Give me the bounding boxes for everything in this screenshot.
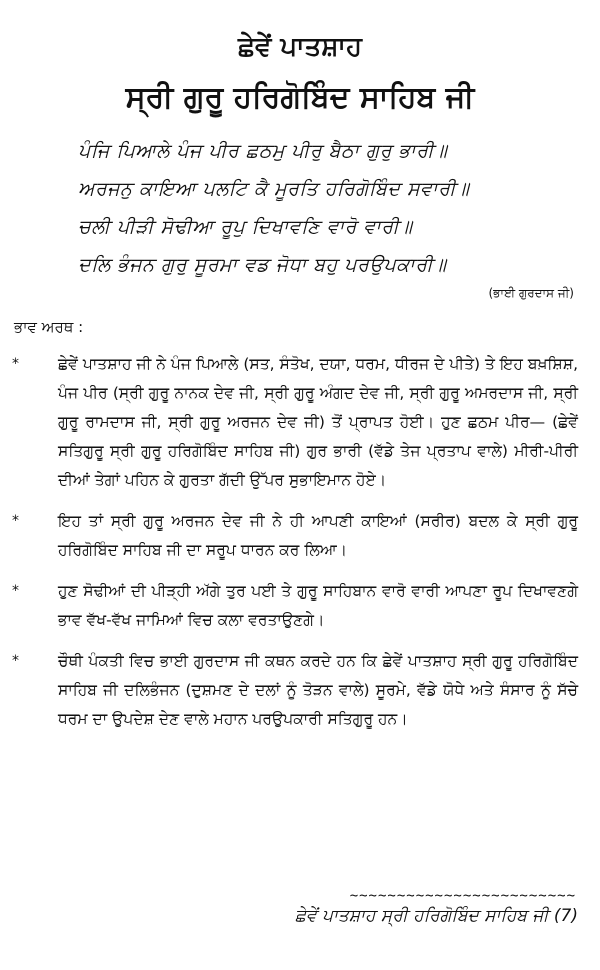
verse-line: ਪੰਜਿ ਪਿਆਲੇ ਪੰਜ ਪੀਰ ਛਠਮੁ ਪੀਰੁ ਬੈਠਾ ਗੁਰੁ ਭਾਰੀ॥ bbox=[78, 140, 448, 162]
meaning-heading: ਭਾਵ ਅਰਥ : bbox=[14, 318, 84, 336]
verse-block bbox=[78, 132, 598, 284]
list-item-text: ਛੇਵੇਂ ਪਾਤਸ਼ਾਹ ਜੀ ਨੇ ਪੰਜ ਪਿਆਲੇ (ਸਤ, ਸੰਤੋਖ, ਦਯਾ, ਧਰਮ, ਧੀਰਜ ਦੇ ਪੀਤੇ) ਤੇ ਇਹ ਬਖ਼ਸ਼ਿਸ਼, ਪੰਜ ਪੀਰ (ਸ੍ਰੀ ਗੁਰੂ ਨਾਨਕ ਦੇਵ ਜੀ, ਸ੍ਰੀ ਗੁਰੂ ਅੰਗਦ ਦੇਵ ਜੀ, ਸ੍ਰੀ ਗੁਰੂ ਅਮਰਦਾਸ ਜੀ, ਸ੍ਰੀ ਗੁਰੂ ਰਾਮਦਾਸ ਜੀ, ਸ੍ਰੀ ਗੁਰੂ ਅਰਜਨ ਦੇਵ ਜੀ) ਤੋਂ ਪ੍ਰਾਪਤ ਹੋਈ। ਹੁਣ ਛਠਮ ਪੀਰ— (ਛੇਵੇਂ ਸਤਿਗੁਰੂ ਸ੍ਰੀ ਗੁਰੂ ਹਰਿਗੋਬਿੰਦ ਸਾਹਿਬ ਜੀ) ਗੁਰ ਭਾਰੀ (ਵੱਡੇ ਤੇਜ ਪ੍ਰਤਾਪ ਵਾਲੇ) ਮੀਰੀ-ਪੀਰੀ ਦੀਆਂ ਤੇਗਾਂ ਪਹਿਨ ਕੇ ਗੁਰਤਾ ਗੱਦੀ ਉੱਪਰ ਸੁਭਾਇਮਾਨ ਹੋਏ। bbox=[58, 355, 578, 489]
bullet-icon: * bbox=[12, 583, 19, 599]
verse-line: ਚਲੀ ਪੀੜੀ ਸੋਢੀਆ ਰੂਪੁ ਦਿਖਾਵਣਿ ਵਾਰੋ ਵਾਰੀ॥ bbox=[78, 216, 413, 238]
page-number: (7) bbox=[553, 906, 578, 926]
list-item bbox=[0, 350, 600, 495]
list-item bbox=[0, 507, 600, 565]
verse-line: ਅਰਜਨੁ ਕਾਇਆ ਪਲਟਿ ਕੈ ਮੂਰਤਿ ਹਰਿਗੋਬਿੰਦ ਸਵਾਰੀ॥ bbox=[78, 178, 470, 200]
footer-caption: ਛੇਵੇਂ ਪਾਤਸ਼ਾਹ ਸ੍ਰੀ ਹਰਿਗੋਬਿੰਦ ਸਾਹਿਬ ਜੀ bbox=[294, 906, 549, 926]
list-item-text: ਇਹ ਤਾਂ ਸ੍ਰੀ ਗੁਰੂ ਅਰਜਨ ਦੇਵ ਜੀ ਨੇ ਹੀ ਆਪਣੀ ਕਾਇਆਂ (ਸਰੀਰ) ਬਦਲ ਕੇ ਸ੍ਰੀ ਗੁਰੂ ਹਰਿਗੋਬਿੰਦ ਸਾਹਿਬ ਜੀ ਦਾ ਸਰੂਪ ਧਾਰਨ ਕਰ ਲਿਆ। bbox=[58, 512, 578, 559]
bullet-icon: * bbox=[12, 356, 19, 372]
page-subtitle: ਸ੍ਰੀ ਗੁਰੂ ਹਰਿਗੋਬਿੰਦ ਸਾਹਿਬ ਜੀ bbox=[125, 80, 475, 115]
page-title: ਛੇਵੇਂ ਪਾਤਸ਼ਾਹ bbox=[238, 32, 362, 62]
list-item-text: ਚੌਥੀ ਪੰਕਤੀ ਵਿਚ ਭਾਈ ਗੁਰਦਾਸ ਜੀ ਕਥਨ ਕਰਦੇ ਹਨ ਕਿ ਛੇਵੇਂ ਪਾਤਸ਼ਾਹ ਸ੍ਰੀ ਗੁਰੂ ਹਰਿਗੋਬਿੰਦ ਸਾਹਿਬ ਜੀ ਦਲਿਭੰਜਨ (ਦੁਸ਼ਮਣ ਦੇ ਦਲਾਂ ਨੂੰ ਤੋੜਨ ਵਾਲੇ) ਸੂਰਮੇ, ਵੱਡੇ ਯੋਧੇ ਅਤੇ ਸੰਸਾਰ ਨੂੰ ਸੱਚੇ ਧਰਮ ਦਾ ਉਪਦੇਸ਼ ਦੇਣ ਵਾਲੇ ਮਹਾਨ ਪਰਉਪਕਾਰੀ ਸਤਿਗੁਰੂ ਹਨ। bbox=[58, 652, 578, 728]
meaning-list bbox=[0, 350, 600, 746]
bullet-icon: * bbox=[12, 513, 19, 529]
list-item-text: ਹੁਣ ਸੋਢੀਆਂ ਦੀ ਪੀੜ੍ਹੀ ਅੱਗੇ ਤੁਰ ਪਈ ਤੇ ਗੁਰੂ ਸਾਹਿਬਾਨ ਵਾਰੋ ਵਾਰੀ ਆਪਣਾ ਰੂਪ ਦਿਖਾਵਣਗੇ ਭਾਵ ਵੱਖ-ਵੱਖ ਜਾਮਿਆਂ ਵਿਚ ਕਲਾ ਵਰਤਾਉਣਗੇ। bbox=[58, 582, 578, 629]
verse-attribution: (ਭਾਈ ਗੁਰਦਾਸ ਜੀ) bbox=[488, 286, 574, 300]
footer-divider: ~~~~~~~~~~~~~~~~~~~~~~~~ bbox=[349, 888, 576, 904]
verse-line: ਦਲਿ ਭੰਜਨ ਗੁਰੁ ਸੂਰਮਾ ਵਡ ਜੋਧਾ ਬਹੁ ਪਰਉਪਕਾਰੀ॥ bbox=[78, 254, 447, 276]
list-item bbox=[0, 647, 600, 734]
list-item bbox=[0, 577, 600, 635]
bullet-icon: * bbox=[12, 653, 19, 669]
page-footer bbox=[295, 906, 578, 926]
